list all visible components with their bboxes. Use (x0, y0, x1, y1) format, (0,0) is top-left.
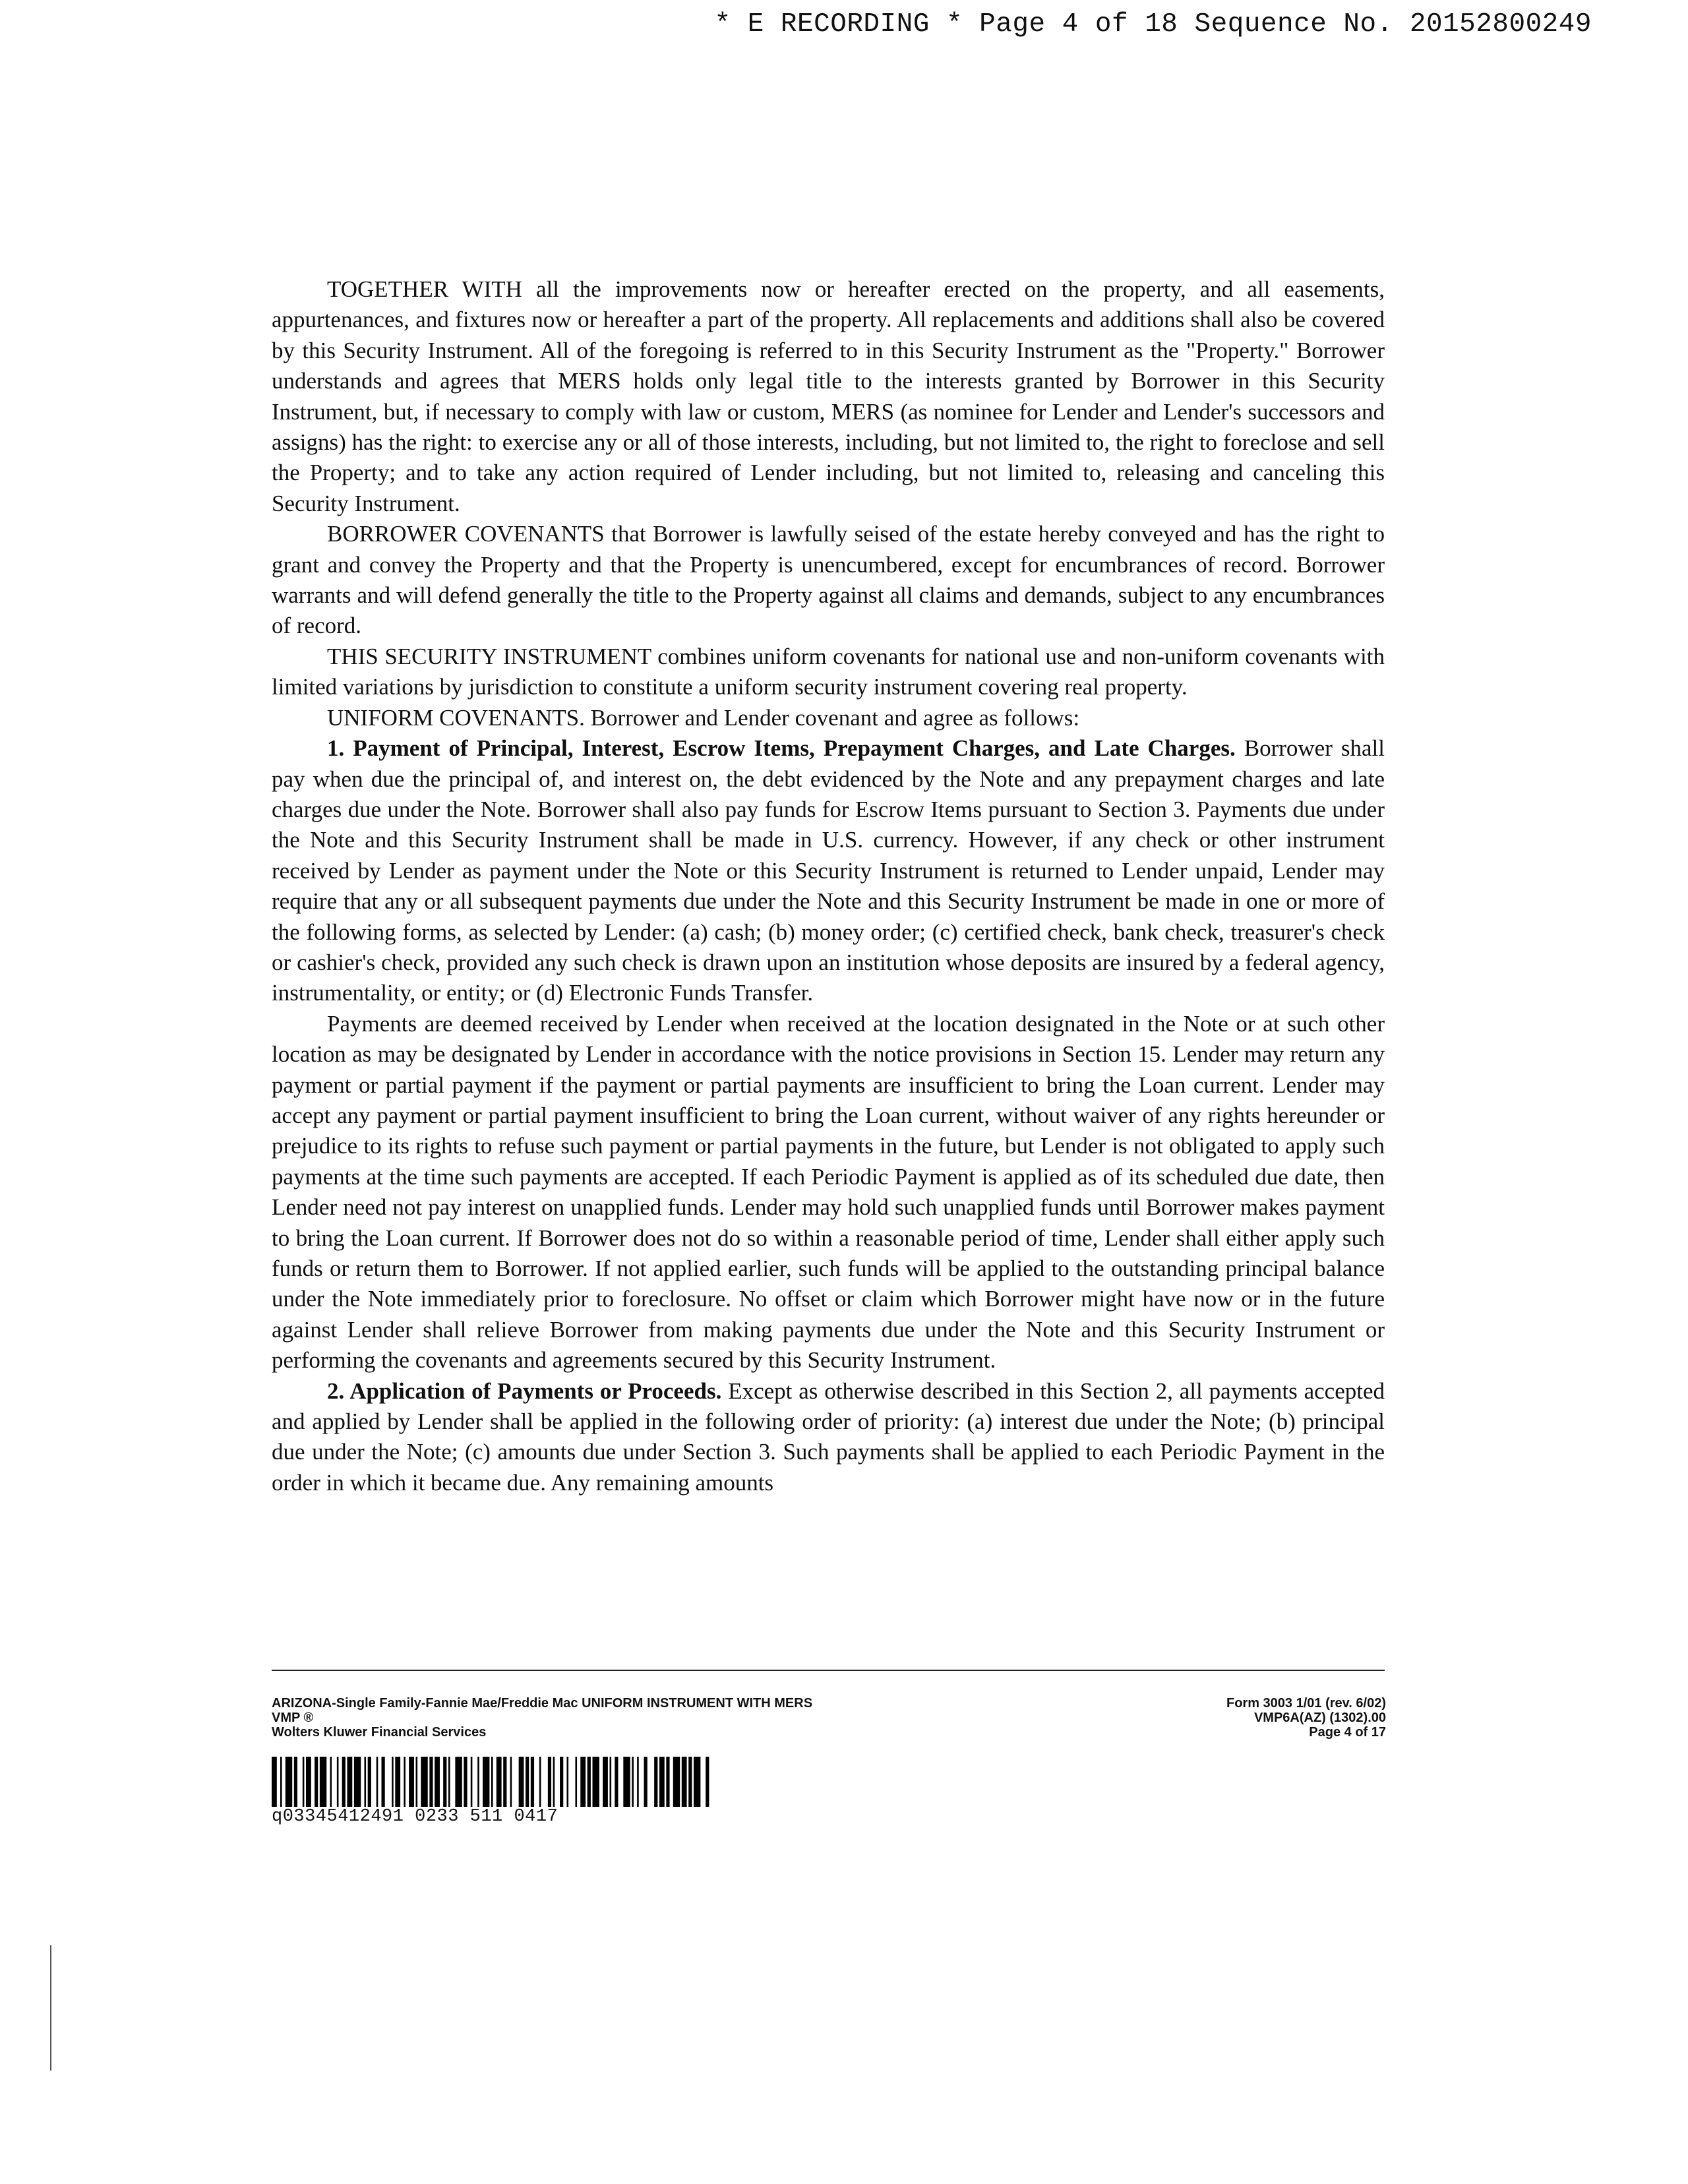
barcode-bar (443, 1757, 446, 1807)
footer-form-id: Form 3003 1/01 (rev. 6/02) (1226, 1696, 1386, 1711)
barcode-bar (588, 1757, 591, 1807)
barcode-bar (421, 1757, 427, 1807)
barcode-image (272, 1757, 711, 1807)
barcode-bar (610, 1757, 612, 1807)
barcode-bar (497, 1757, 502, 1807)
borrower-covenants-paragraph: BORROWER COVENANTS that Borrower is lawfully seised of the estate hereby conveyed and has the right to grant and convey the Property and that the Property is unencumbered, except for encumbrances of record. Borrower warrants and will defend generally the title to the Property against all claims and demands, subject to any encumbrances of record. (272, 521, 1385, 639)
together-with-paragraph: TOGETHER WITH all the improvements now or hereafter erected on the property, and all easements, appurtenances, and fixtures now or hereafter a part of the property. All replacements and additions shall also be covered by this Security Instrument. All of the foregoing is referred to in this Security Instrument as the "Property." Borrower understands and agrees that MERS holds only legal title to the interests granted by Borrower in this Security Instrument, but, if necessary to comply with law or custom, MERS (as nominee for Lender and Lender's successors and assigns) has the right: to exercise any or all of those interests, including, but not limited to, the right to foreclose and sell the Property; and to take any action required of Lender including, but not limited to, releasing and canceling this Security Instrument. (272, 276, 1385, 516)
footer-divider (272, 1670, 1385, 1671)
barcode-bar (330, 1757, 332, 1807)
barcode-bar (510, 1757, 512, 1807)
barcode-bar (337, 1757, 339, 1807)
scan-edge-mark (50, 1945, 51, 2071)
barcode-bar (368, 1757, 371, 1807)
barcode-bar (306, 1757, 311, 1807)
footer-vmp-code: VMP6A(AZ) (1302).00 (1253, 1711, 1386, 1725)
section-2-paragraph (272, 1376, 1385, 1499)
barcode-bar (354, 1757, 361, 1807)
barcode-bar (455, 1757, 462, 1807)
barcode-bar (491, 1757, 493, 1807)
barcode-bar (539, 1757, 541, 1807)
barcode-bar (603, 1757, 608, 1807)
barcode-bar (519, 1757, 524, 1807)
recording-header: * E RECORDING * Page 4 of 18 Sequence No. 20152800249 (714, 9, 1592, 40)
barcode-bar (673, 1757, 680, 1807)
barcode-number: q03345412491 0233 511 0417 (272, 1807, 558, 1827)
barcode-bar (659, 1757, 665, 1807)
barcode-bar (342, 1757, 346, 1807)
barcode-bar (382, 1757, 385, 1807)
barcode-bar (592, 1757, 599, 1807)
section-1-paragraph (272, 733, 1385, 1009)
barcode-bar (347, 1757, 352, 1807)
payments-received-paragraph: Payments are deemed received by Lender when received at the location designated in the Note or at such other location as may be designated by Lender in accordance with the notice provisions in Section 15. Lender may return any payment or partial payment if the payment or partial payments are insufficient to bring the Loan current. Lender may accept any payment or partial payment insufficient to bring the Loan current, without waiver of any rights hereunder or prejudice to its rights to refuse such payment or partial payments in the future, but Lender is not obligated to apply such payments at the time such payments are accepted. If each Periodic Payment is applied as of its scheduled due date, then Lender need not pay interest on unapplied funds. Lender may hold such unapplied funds until Borrower makes payment to bring the Loan current. If Borrower does not do so within a reasonable period of time, Lender shall either apply such funds or return them to Borrower. If not applied earlier, such funds will be applied to the outstanding principal balance under the Note immediately prior to foreclosure. No offset or claim which Borrower might have now or in the future against Lender shall relieve Borrower from making payments due under the Note and this Security Instrument or performing the covenants and agreements secured by this Security Instrument. (272, 1010, 1385, 1374)
section-1-heading: 1. Payment of Principal, Interest, Escrow Items, Prepayment Charges, and Late Charges. (327, 735, 1236, 762)
barcode-bar (654, 1757, 657, 1807)
footer-form-title: ARIZONA-Single Family-Fannie Mae/Freddie Mac UNIFORM INSTRUMENT WITH MERS (272, 1696, 813, 1711)
barcode-bar (526, 1757, 529, 1807)
barcode-bar (553, 1757, 555, 1807)
barcode-bar (435, 1757, 440, 1807)
footer-publisher: Wolters Kluwer Financial Services (272, 1725, 487, 1740)
barcode-bar (429, 1757, 433, 1807)
barcode-bar (615, 1757, 618, 1807)
barcode-bar (416, 1757, 418, 1807)
barcode-bar (575, 1757, 577, 1807)
barcode-bar (623, 1757, 630, 1807)
footer-form-info (272, 1696, 812, 1740)
barcode-bar (560, 1757, 563, 1807)
barcode-bar (377, 1757, 378, 1807)
barcode-bar (364, 1757, 366, 1807)
section-1-text: Borrower shall pay when due the principal of, and interest on, the debt evidenced by the Note and any prepayment charges and late charges due under the Note. Borrower shall also pay funds for Escrow Items pursuant to Section 3. Payments due under the Note and this Security Instrument shall be made in U.S. currency. However, if any check or other instrument received by Lender as payment under the Note or this Security Instrument is returned to Lender unpaid, Lender may require that any or all subsequent payments due under the Note and this Security Instrument be made in one or more of the following forms, as selected by Lender: (a) cash; (b) money order; (c) certified check, bank check, treasurer's check or cashier's check, provided any such check is drawn upon an institution whose deposits are insured by a federal agency, instrumentality, or entity; or (d) Electronic Funds Transfer. (272, 735, 1385, 1006)
barcode-bar (531, 1757, 534, 1807)
barcode-bar (303, 1757, 305, 1807)
barcode-bar (409, 1757, 414, 1807)
uniform-covenants-paragraph: UNIFORM COVENANTS. Borrower and Lender covenant and agree as follows: (327, 704, 1080, 731)
barcode-bar (471, 1757, 473, 1807)
barcode-bar (280, 1757, 282, 1807)
barcode-bar (688, 1757, 692, 1807)
barcode-bar (395, 1757, 400, 1807)
barcode-bar (286, 1757, 292, 1807)
barcode-bar (637, 1757, 639, 1807)
barcode-bar (315, 1757, 318, 1807)
barcode-bar (566, 1757, 568, 1807)
barcode-bar (706, 1757, 709, 1807)
barcode-bar (503, 1757, 506, 1807)
barcode-bar (694, 1757, 700, 1807)
barcode-bar (548, 1757, 551, 1807)
barcode-bar (644, 1757, 648, 1807)
security-instrument-paragraph: THIS SECURITY INSTRUMENT combines uniform covenants for national use and non-uniform covenants with limited variations by jurisdiction to constitute a uniform security instrument covering real property. (272, 643, 1385, 700)
barcode-bar (477, 1757, 479, 1807)
footer-page-number: Page 4 of 17 (1309, 1725, 1386, 1740)
barcode-bar (294, 1757, 297, 1807)
barcode-bar (464, 1757, 467, 1807)
barcode-bar (580, 1757, 586, 1807)
barcode-bar (632, 1757, 634, 1807)
barcode-bar (666, 1757, 669, 1807)
barcode-bar (404, 1757, 406, 1807)
barcode-bar (682, 1757, 687, 1807)
barcode-bar (448, 1757, 450, 1807)
section-2-heading: 2. Application of Payments or Proceeds. (327, 1378, 722, 1404)
barcode-bar (320, 1757, 326, 1807)
barcode-bar (272, 1757, 277, 1807)
footer-form-number (1226, 1696, 1386, 1740)
footer-vmp-mark: VMP ® (272, 1711, 314, 1725)
barcode-bar (483, 1757, 489, 1807)
section-2-text: Except as otherwise described in this Section 2, all payments accepted and applied by Lender shall be applied in the following order of priority: (a) interest due under the Note; (b) principal due under the Note; (c) amounts due under Section 3. Such payments shall be applied to each Periodic Payment in the order in which it became due. Any remaining amounts (272, 1378, 1385, 1496)
document-body (272, 274, 1385, 1498)
barcode-bar (392, 1757, 394, 1807)
